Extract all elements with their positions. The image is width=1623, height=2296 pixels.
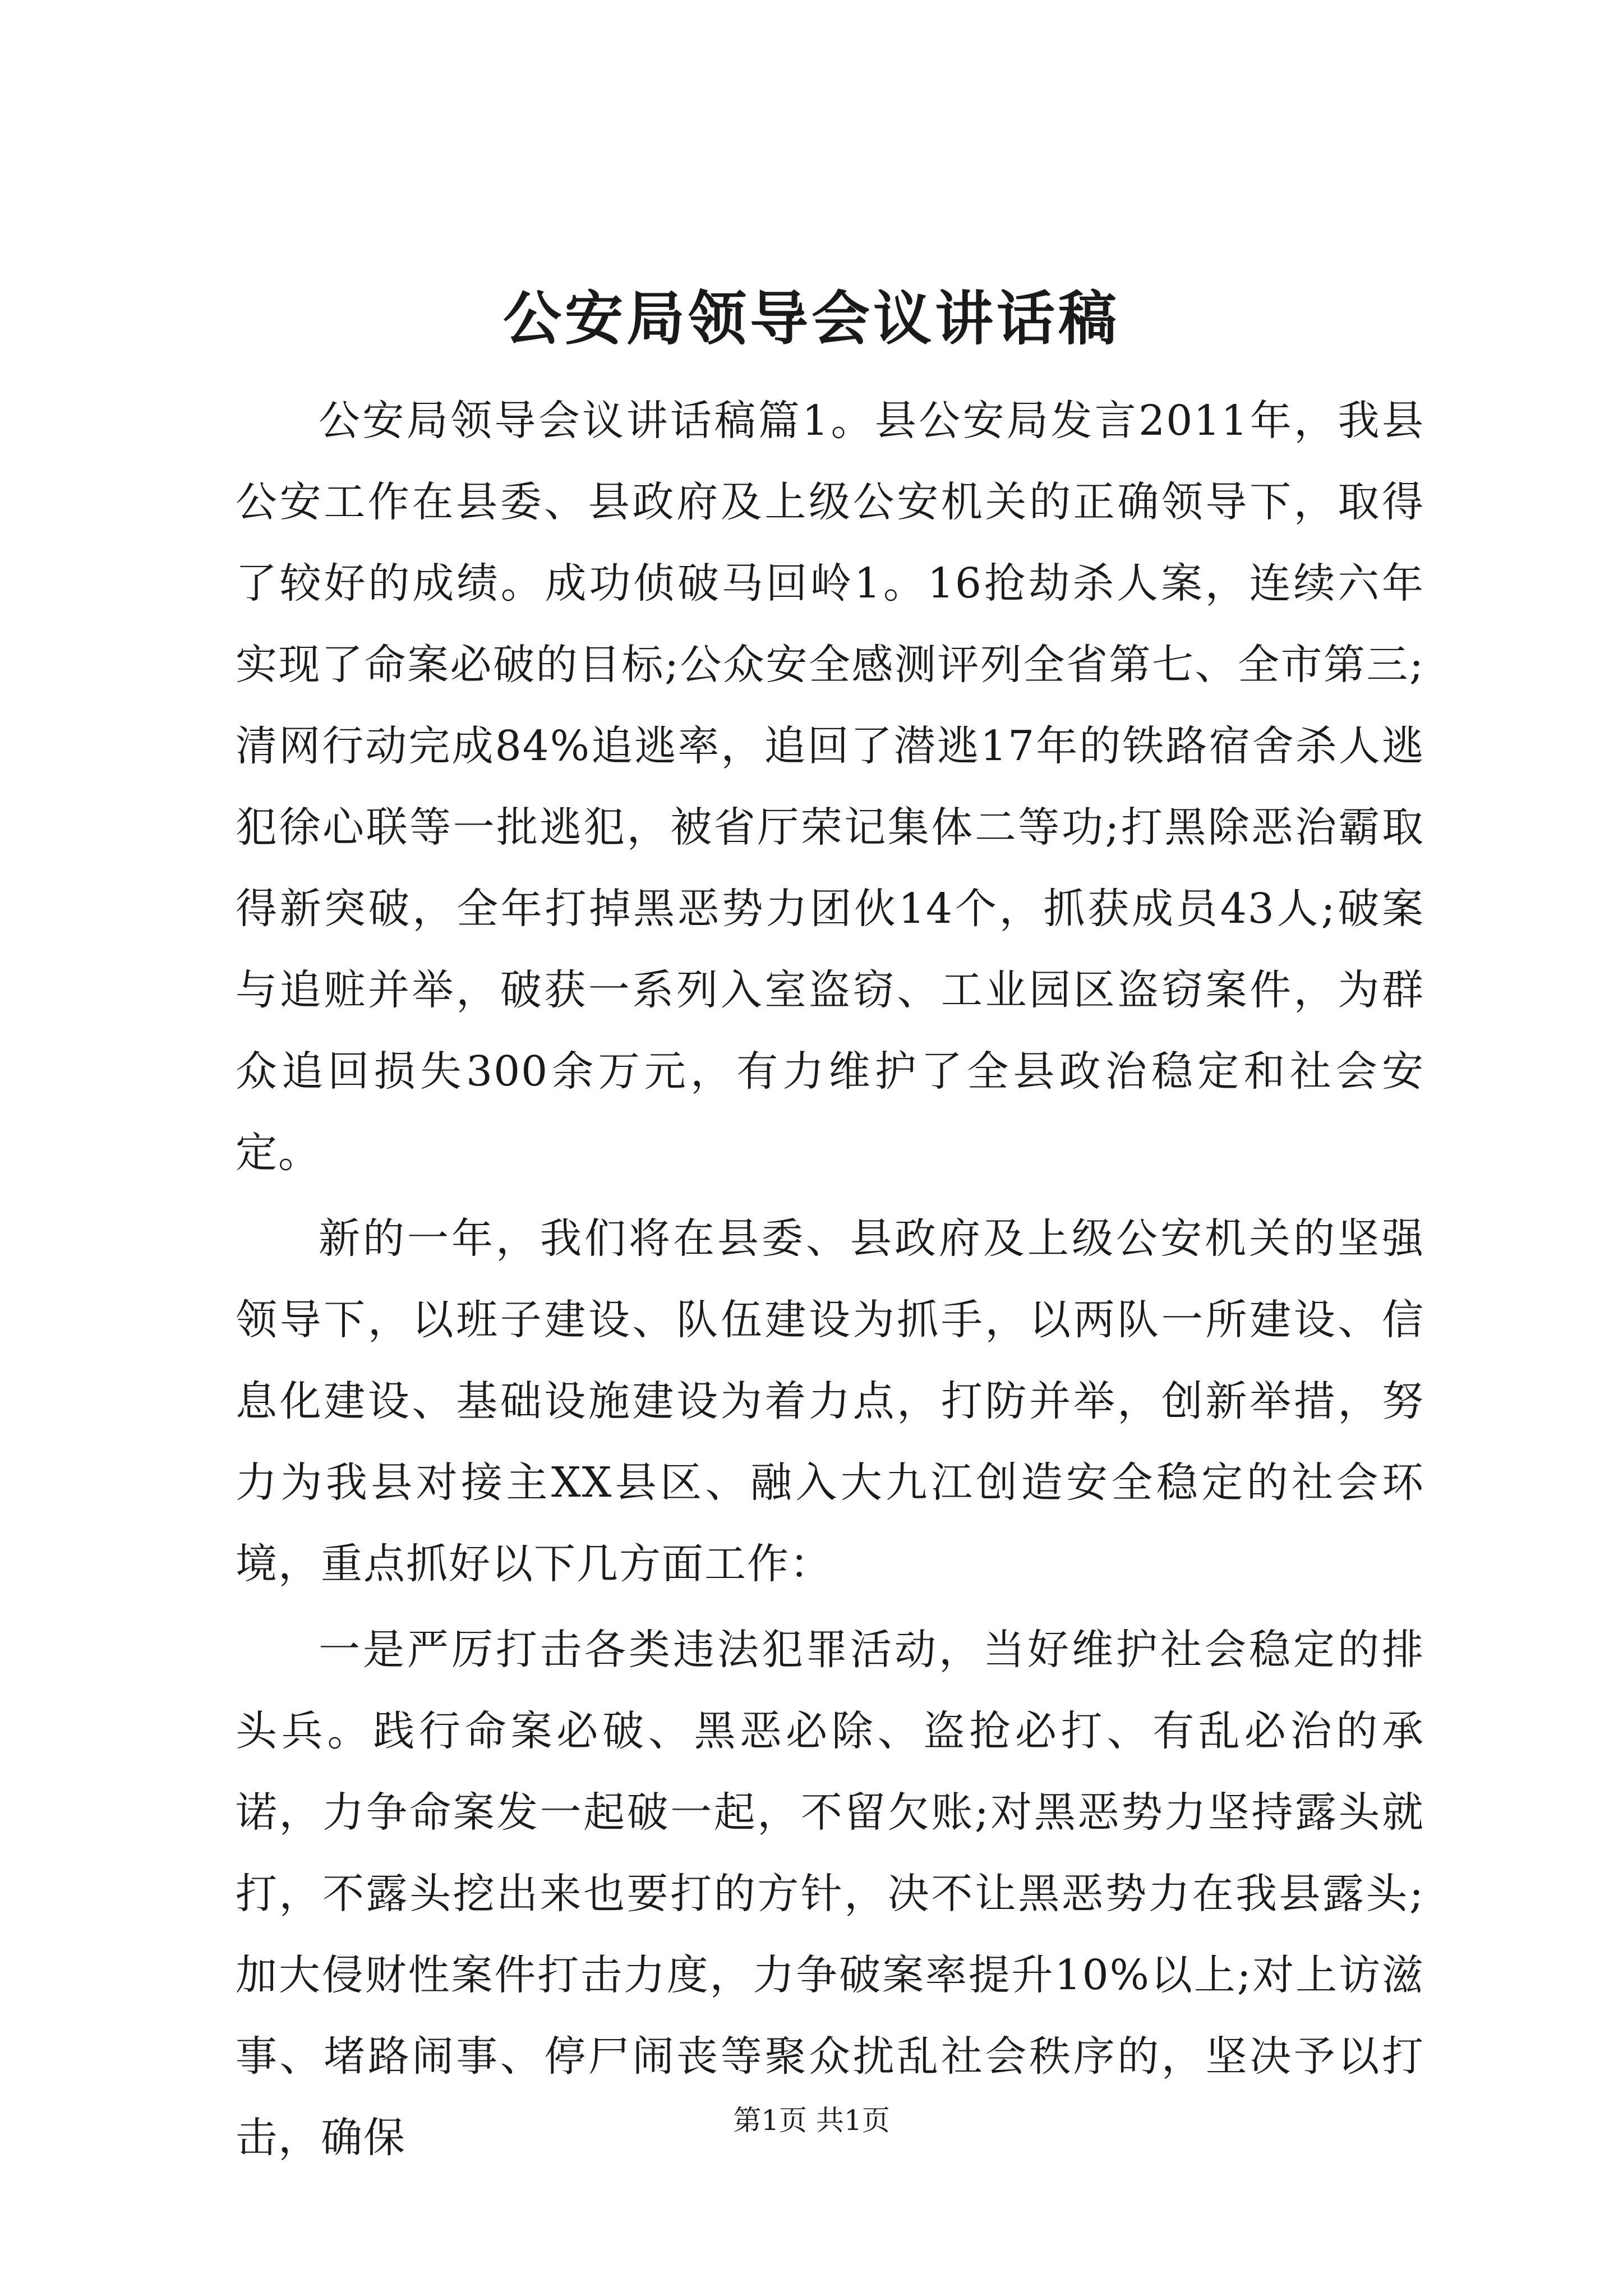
paragraph-3: 一是严厉打击各类违法犯罪活动，当好维护社会稳定的排头兵。践行命案必破、黑恶必除、盗抢必打、有乱必治的承诺，力争命案发一起破一起，不留欠账;对黑恶势力坚持露头就打，不露头挖出来也要打的方针，决不让黑恶势力在我县露头;加大侵财性案件打击力度，力争破案率提升10%以上;对上访滋事、堵路闹事、停尸闹丧等聚众扰乱社会秩序的，坚决予以打击，确保 — [236, 1626, 1424, 2162]
page-footer: 第1页 共1页 — [733, 2104, 890, 2137]
paragraph-2: 新的一年，我们将在县委、县政府及上级公安机关的坚强领导下，以班子建设、队伍建设为抓手，以两队一所建设、信息化建设、基础设施建设为着力点，打防并举，创新举措，努力为我县对接主XX县区、融入大九江创造安全稳定的社会环境，重点抓好以下几方面工作： — [236, 1214, 1424, 1588]
document-title: 公安局领导会议讲话稿 — [502, 284, 1120, 353]
document-body — [236, 380, 1424, 2179]
paragraph-1: 公安局领导会议讲话稿篇1。县公安局发言2011年，我县公安工作在县委、县政府及上级公安机关的正确领导下，取得了较好的成绩。成功侦破马回岭1。16抢劫杀人案，连续六年实现了命案必破的目标;公众安全感测评列全省第七、全市第三;清网行动完成84%追逃率，追回了潜逃17年的铁路宿舍杀人逃犯徐心联等一批逃犯，被省厅荣记集体二等功;打黑除恶治霸取得新突破，全年打掉黑恶势力团伙14个，抓获成员43人;破案与追赃并举，破获一系列入室盗窃、工业园区盗窃案件，为群众追回损失300余万元，有力维护了全县政治稳定和社会安定。 — [236, 397, 1424, 1177]
